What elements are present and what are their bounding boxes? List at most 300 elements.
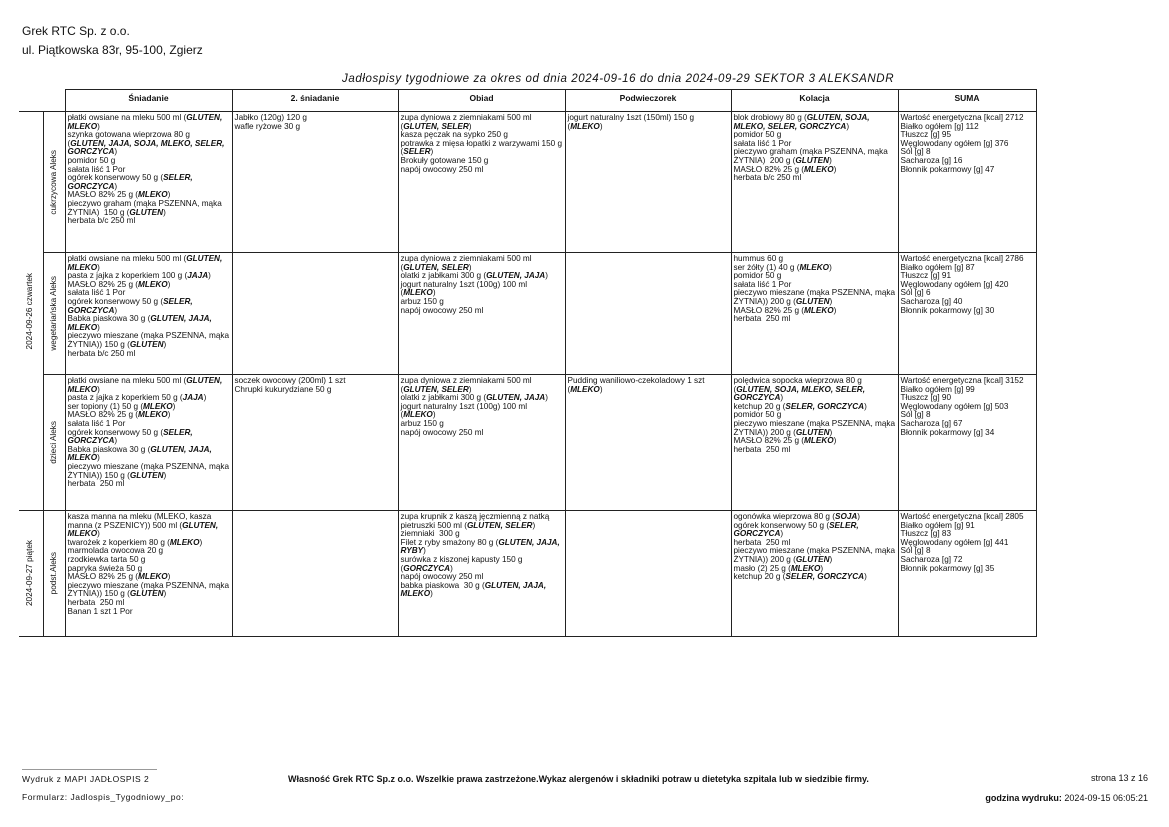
item-suffix: ): [833, 164, 837, 174]
allergen-text: SELER: [403, 147, 431, 157]
allergen-text: MLEKO: [570, 121, 600, 131]
item-text: Wartość energetyczna [kcal] 2786: [900, 254, 1024, 263]
print-time-label: godzina wydruku:: [985, 793, 1062, 803]
item-text: arbuz 150 g: [400, 418, 444, 428]
item-text: Wartość energetyczna [kcal] 2805: [900, 512, 1024, 521]
item-suffix: ): [430, 147, 434, 157]
item-text: ketchup 20 g (: [733, 572, 786, 582]
allergen-text: MLEKO: [138, 190, 168, 200]
meal-cell: [398, 511, 565, 637]
menu-item: [401, 255, 563, 272]
allergen-text: MLEKO: [790, 563, 821, 573]
menu-item: [568, 114, 729, 131]
nutrition-summary-cell: [898, 511, 1036, 637]
column-header: Obiad: [398, 90, 565, 112]
allergen-text: GLUTEN, SELER: [466, 520, 533, 530]
item-suffix: ): [829, 296, 833, 306]
item-text: Banan 1 szt 1 Por: [67, 606, 133, 616]
item-text: Błonnik pokarmowy [g] 30: [900, 305, 995, 315]
allergen-text: GLUTEN, MLEKO: [67, 520, 221, 539]
item-text: Filet z ryby smażony 80 g (: [400, 537, 499, 547]
item-text: Węglowodany ogółem [g] 503: [900, 401, 1009, 411]
item-text: ogórek konserwowy 50 g (: [67, 296, 164, 306]
nutrition-summary-cell: [898, 253, 1036, 375]
menu-item: [401, 513, 563, 530]
diet-cell: [43, 112, 65, 253]
item-text: pieczywo mieszane (mąka PSZENNA, mąka ŻYTNIA)) 200 g (: [733, 546, 898, 564]
meal-cell: [232, 375, 398, 511]
item-text: twarożek z koperkiem 80 g (: [67, 537, 170, 547]
diet-row: [19, 511, 1036, 637]
item-text: potrawka z mięsa łopatki z warzywami 150 g (: [400, 138, 565, 157]
diet-cell: [43, 511, 65, 637]
item-text: olatki z jabłkami 300 g (: [400, 271, 487, 281]
item-text: pieczywo mieszane (mąka PSZENNA, mąka ŻYTNIA)) 150 g (: [67, 331, 232, 349]
menu-item: [68, 608, 230, 617]
menu-item: [68, 217, 230, 226]
item-text: sałata liść 1 Por: [67, 418, 126, 428]
allergen-text: MLEKO: [138, 572, 168, 582]
item-suffix: ): [829, 427, 833, 437]
item-text: herbata 250 ml: [733, 537, 791, 547]
nutrition-summary-cell: [898, 112, 1036, 253]
item-text: ogórek konserwowy 50 g (: [67, 173, 164, 183]
meal-cell: [232, 253, 398, 375]
menu-item: [401, 403, 563, 420]
item-suffix: ): [829, 262, 832, 272]
menu-item: [401, 114, 563, 131]
item-text: Błonnik pokarmowy [g] 47: [900, 164, 995, 174]
item-text: pieczywo mieszane (mąka PSZENNA, mąka ŻYTNIA)) 200 g (: [733, 418, 898, 437]
day-label: 2024-09-27 piątek: [25, 540, 35, 607]
item-suffix: ): [468, 384, 472, 394]
header-blank: [43, 90, 65, 112]
item-text: herbata 250 ml: [733, 314, 791, 324]
item-text: Węglowodany ogółem [g] 441: [900, 537, 1009, 547]
allergen-text: SOJA: [835, 512, 858, 521]
allergen-text: GLUTEN, JAJA: [486, 393, 546, 403]
item-text: Sól [g] 6: [900, 288, 931, 298]
diet-label: wegetariańska Aleks: [48, 276, 58, 351]
item-suffix: ): [203, 393, 207, 403]
item-text: szynka gotowana wieprzowa 80 g (: [67, 130, 193, 148]
item-text: arbuz 150 g: [400, 296, 444, 306]
menu-item: [68, 429, 230, 446]
allergen-text: GLUTEN, MLEKO: [67, 376, 225, 394]
menu-item: [734, 446, 896, 455]
item-text: pieczywo graham (mąka PSZENNA, mąka ŻYTNIA) 150 g (: [67, 198, 225, 217]
item-suffix: ): [864, 572, 867, 582]
allergen-text: MLEKO: [804, 305, 834, 315]
allergen-text: GLUTEN, SELER: [403, 121, 469, 131]
item-suffix: ): [780, 393, 784, 403]
allergen-text: MLEKO: [799, 262, 830, 272]
item-text: Białko ogółem [g] 87: [900, 262, 975, 272]
item-text: Białko ogółem [g] 112: [900, 121, 979, 131]
item-suffix: ): [450, 563, 453, 573]
menu-item: [401, 140, 563, 157]
allergen-text: MLEKO: [804, 436, 834, 446]
allergen-text: GLUTEN, SELER: [403, 384, 469, 394]
meal-cell: [232, 511, 398, 637]
menu-item: [734, 174, 896, 183]
item-text: Wartość energetyczna [kcal] 2712: [900, 113, 1024, 122]
item-suffix: ): [97, 262, 100, 272]
menu-item: [68, 446, 230, 463]
meal-cell: [65, 375, 232, 511]
menu-item: [734, 289, 896, 306]
item-text: Babka piaskowa 30 g (: [67, 314, 151, 324]
item-text: pieczywo mieszane (mąka PSZENNA, mąka ŻYTNIA)) 150 g (: [67, 580, 232, 599]
item-text: sałata liść 1 Por: [733, 138, 792, 148]
allergen-text: GLUTEN, JAJA, MLEKO: [67, 444, 215, 463]
allergen-text: MLEKO: [138, 410, 168, 420]
item-text: Tłuszcz [g] 90: [900, 393, 952, 403]
menu-item: [68, 298, 230, 315]
menu-item: [734, 377, 896, 403]
column-header: 2. śniadanie: [232, 90, 398, 112]
item-suffix: ): [163, 339, 167, 349]
item-suffix: ): [114, 147, 118, 157]
item-suffix: ): [532, 520, 536, 530]
item-text: Babka piaskowa 30 g (: [67, 444, 151, 454]
menu-item: [401, 377, 563, 394]
diet-label: podst.Aleks: [48, 552, 58, 595]
item-text: zupa krupnik z kaszą jęczmienną z natką pietruszki 500 ml (: [400, 512, 552, 530]
item-text: Węglowodany ogółem [g] 420: [900, 279, 1009, 289]
print-time-value: 2024-09-15 06:05:21: [1064, 793, 1148, 803]
item-suffix: ): [468, 121, 472, 131]
item-text: MASŁO 82% 25 g (: [67, 572, 139, 582]
menu-item: [235, 123, 396, 132]
item-text: pomidor 50 g: [733, 130, 782, 140]
allergen-text: MLEKO: [403, 410, 433, 420]
item-text: płatki owsiane na mleku 500 ml (: [67, 254, 187, 263]
item-text: ogórek konserwowy 50 g (: [733, 520, 830, 530]
item-text: napój owocowy 250 ml: [400, 427, 484, 437]
item-suffix: ): [167, 410, 171, 420]
item-text: Sacharoza [g] 67: [900, 418, 963, 428]
item-text: jogurt naturalny 1szt (100g) 100 ml (: [400, 279, 530, 298]
item-suffix: ): [114, 181, 118, 191]
allergen-text: GLUTEN: [795, 155, 830, 165]
item-suffix: ): [163, 207, 166, 217]
item-suffix: ): [172, 401, 176, 411]
item-suffix: ): [545, 393, 548, 403]
print-time: [985, 793, 1148, 803]
item-suffix: ): [97, 322, 100, 332]
allergen-text: SELER, GORCZYCA: [785, 401, 865, 411]
allergen-text: GLUTEN, MLEKO: [67, 254, 225, 272]
item-suffix: ): [97, 384, 100, 394]
allergen-text: GLUTEN, JAJA: [486, 271, 546, 281]
diet-row: [19, 375, 1036, 511]
item-suffix: ): [114, 436, 118, 446]
item-text: herbata 250 ml: [67, 479, 125, 489]
item-text: zupa dyniowa z ziemniakami 500 ml (: [400, 254, 534, 272]
menu-item: [734, 420, 896, 437]
footer-form: Formularz: Jadlospis_Tygodniowy_po:: [22, 792, 185, 802]
column-header: SUMA: [898, 90, 1036, 112]
menu-item: [734, 148, 896, 165]
item-text: kasza manna na mleku (MLEKO, kasza manna (z PSZENICY)) 500 ml (: [67, 512, 214, 530]
meal-cell: [731, 511, 898, 637]
company-name: Grek RTC Sp. z o.o.: [22, 24, 130, 38]
item-text: pasta z jajka z koperkiem 100 g (: [67, 271, 188, 281]
item-text: MASŁO 82% 25 g (: [67, 410, 139, 420]
item-text: Białko ogółem [g] 91: [900, 520, 975, 530]
allergen-text: SELER, GORCZYCA: [67, 427, 195, 446]
item-text: hummus 60 g: [733, 254, 784, 263]
item-text: jogurt naturalny 1szt (150ml) 150 g (: [567, 113, 697, 131]
item-text: pomidor 50 g: [67, 155, 116, 165]
allergen-text: GLUTEN, SOJA, MLEKO, SELER, GORCZYCA: [733, 384, 868, 403]
diet-row: [19, 253, 1036, 375]
item-suffix: ): [167, 572, 171, 582]
diet-label: dzieci Aleks: [48, 421, 58, 464]
item-text: sałata liść 1 Por: [733, 279, 792, 289]
meal-cell: [65, 511, 232, 637]
meal-cell: [232, 112, 398, 253]
item-text: płatki owsiane na mleku 500 ml (: [67, 113, 187, 122]
menu-item: [68, 350, 230, 359]
menu-item: [68, 255, 230, 272]
item-text: kasza pęczak na sypko 250 g: [400, 130, 508, 140]
header-blank: [19, 90, 43, 112]
menu-item: [68, 315, 230, 332]
company-address: ul. Piątkowska 83r, 95-100, Zgierz: [22, 43, 203, 57]
item-suffix: ): [114, 305, 118, 315]
meal-cell: [65, 112, 232, 253]
menu-item: [68, 377, 230, 394]
item-suffix: ): [599, 121, 603, 131]
item-text: pomidor 50 g: [733, 410, 782, 420]
allergen-text: GLUTEN: [129, 589, 164, 599]
item-suffix: ): [423, 546, 426, 556]
page-title: Jadłospisy tygodniowe za okres od dnia 2024-09-16 do dnia 2024-09-29 SEKTOR 3 ALEKSANDR: [342, 73, 895, 85]
nutrition-line: [901, 166, 1034, 175]
day-label: 2024-09-26 czwartek: [25, 272, 35, 350]
item-suffix: ): [846, 121, 850, 131]
allergen-text: SELER, GORCZYCA: [67, 173, 195, 191]
item-text: MASŁO 82% 25 g (: [67, 279, 139, 289]
item-suffix: ): [163, 470, 167, 480]
meal-cell: [398, 375, 565, 511]
item-text: soczek owocowy (200ml) 1 szt: [234, 376, 346, 385]
menu-item: [68, 582, 230, 599]
item-text: MASŁO 82% 25 g (: [733, 305, 805, 315]
allergen-text: GLUTEN: [129, 207, 164, 217]
nutrition-summary-cell: [898, 375, 1036, 511]
menu-item: [734, 573, 896, 582]
menu-item: [401, 429, 563, 438]
item-suffix: ): [864, 401, 867, 411]
item-text: ogórek konserwowy 50 g (: [67, 427, 164, 437]
menu-item: [401, 281, 563, 298]
diet-cell: [43, 253, 65, 375]
item-text: Błonnik pokarmowy [g] 34: [900, 427, 995, 437]
item-suffix: ): [780, 529, 784, 539]
item-text: Pudding waniliowo-czekoladowy 1 szt (: [567, 376, 707, 394]
item-text: ser topiony (1) 50 g (: [67, 401, 144, 411]
item-suffix: ): [97, 453, 100, 463]
item-text: płatki owsiane na mleku 500 ml (: [67, 376, 187, 385]
item-suffix: ): [97, 529, 100, 539]
day-cell: [19, 112, 43, 511]
item-text: sałata liść 1 Por: [67, 164, 126, 174]
column-header: Śniadanie: [65, 90, 232, 112]
menu-item: [401, 539, 563, 556]
item-text: Brokuły gotowane 150 g: [400, 155, 489, 165]
item-text: Sól [g] 8: [900, 410, 931, 420]
diet-row: [19, 112, 1036, 253]
allergen-text: GLUTEN: [795, 427, 830, 437]
item-text: pasta z jajka z koperkiem 50 g (: [67, 393, 183, 403]
item-text: zupa dyniowa z ziemniakami 500 ml (: [400, 376, 534, 394]
item-text: pieczywo mieszane (mąka PSZENNA, mąka ŻYTNIA)) 200 g (: [733, 288, 898, 306]
meal-cell: [565, 511, 731, 637]
column-header: Podwieczorek: [565, 90, 731, 112]
item-suffix: ): [599, 384, 603, 394]
item-text: Tłuszcz [g] 83: [900, 529, 952, 539]
menu-item: [68, 332, 230, 349]
allergen-text: MLEKO: [138, 279, 168, 289]
item-suffix: ): [829, 155, 832, 165]
menu-item: [401, 166, 563, 175]
menu-item: [734, 114, 896, 131]
item-text: Sacharoza [g] 72: [900, 554, 963, 564]
menu-item: [734, 547, 896, 564]
meal-cell: [565, 253, 731, 375]
meal-cell: [565, 112, 731, 253]
item-text: napój owocowy 250 ml: [400, 164, 484, 174]
allergen-text: GLUTEN, JAJA, RYBY: [400, 537, 563, 556]
header-row: [19, 90, 1036, 112]
meal-cell: [398, 253, 565, 375]
allergen-text: SELER, GORCZYCA: [733, 520, 861, 539]
item-text: herbata b/c 250 ml: [67, 216, 136, 226]
footer-software: Wydruk z MAPI JADŁOSPIS 2: [22, 774, 150, 784]
menu-item: [401, 582, 563, 599]
item-text: herbata 250 ml: [733, 444, 791, 454]
meal-cell: [731, 375, 898, 511]
menu-item: [734, 522, 896, 539]
menu-item: [68, 200, 230, 217]
item-suffix: ): [829, 554, 833, 564]
item-text: blok drobiowy 80 g (: [733, 113, 807, 122]
item-text: herbata b/c 250 ml: [733, 173, 802, 183]
meal-cell: [565, 375, 731, 511]
item-text: Jabłko (120g) 120 g: [234, 113, 307, 122]
item-text: pieczywo mieszane (mąka PSZENNA, mąka ŻYTNIA)) 150 g (: [67, 461, 232, 480]
footer-divider: [22, 769, 157, 770]
allergen-text: GLUTEN: [129, 470, 164, 480]
menu-item: [68, 480, 230, 489]
item-text: Tłuszcz [g] 95: [900, 130, 952, 140]
item-suffix: ): [163, 589, 167, 599]
allergen-text: GORCZYCA: [403, 563, 451, 573]
meal-cell: [65, 253, 232, 375]
menu-item: [401, 307, 563, 316]
item-suffix: ): [208, 271, 211, 281]
meal-cell: [731, 112, 898, 253]
allergen-text: SELER, GORCZYCA: [67, 296, 195, 315]
day-cell: [19, 511, 43, 637]
item-text: marmolada owocowa 20 g: [67, 546, 164, 556]
allergen-text: GLUTEN, SELER: [403, 262, 469, 272]
item-text: surówka z kiszonej kapusty 150 g (: [400, 554, 525, 573]
item-suffix: ): [857, 512, 861, 521]
item-suffix: ): [545, 271, 548, 281]
item-text: Błonnik pokarmowy [g] 35: [900, 563, 995, 573]
footer-ownership: Własność Grek RTC Sp.z o.o. Wszelkie prawa zastrzeżone.Wykaz alergenów i składniki potraw u dietetyka szpitala lub w siedzibie firmy.: [288, 774, 869, 784]
item-suffix: ): [468, 262, 472, 272]
nutrition-line: [901, 565, 1034, 574]
allergen-text: JAJA: [187, 271, 209, 281]
item-text: masło (2) 25 g (: [733, 563, 791, 573]
nutrition-line: [901, 307, 1034, 316]
allergen-text: JAJA: [182, 393, 204, 403]
allergen-text: MLEKO: [169, 537, 200, 547]
item-text: Sól [g] 8: [900, 147, 931, 157]
menu-item: [401, 556, 563, 573]
item-text: pieczywo graham (mąka PSZENNA, mąka ŻYTNIA) 200 g (: [733, 147, 891, 165]
allergen-text: SELER, GORCZYCA: [785, 572, 865, 582]
item-text: MASŁO 82% 25 g (: [733, 164, 805, 174]
item-text: Sacharoza [g] 16: [900, 155, 963, 165]
menu-item: [68, 131, 230, 157]
menu-item: [235, 386, 396, 395]
item-suffix: ): [833, 305, 837, 315]
item-text: MASŁO 82% 25 g (: [67, 190, 139, 200]
item-text: MASŁO 82% 25 g (: [733, 436, 805, 446]
item-text: olatki z jabłkami 300 g (: [400, 393, 487, 403]
allergen-text: MLEKO: [403, 288, 433, 298]
nutrition-line: [901, 429, 1034, 438]
item-suffix: ): [97, 121, 100, 131]
allergen-text: MLEKO: [804, 164, 834, 174]
allergen-text: GLUTEN: [795, 554, 830, 564]
item-text: polędwica sopocka wieprzowa 80 g (: [733, 376, 865, 394]
item-text: Białko ogółem [g] 99: [900, 384, 975, 394]
item-text: ketchup 20 g (: [733, 401, 786, 411]
diet-cell: [43, 375, 65, 511]
item-suffix: ): [430, 589, 433, 599]
allergen-text: MLEKO: [143, 401, 173, 411]
item-suffix: ): [167, 190, 171, 200]
item-text: napój owocowy 250 ml: [400, 305, 484, 315]
item-text: jogurt naturalny 1szt (100g) 100 ml (: [400, 401, 530, 420]
menu-item: [568, 377, 729, 394]
item-text: herbata 250 ml: [67, 597, 125, 607]
menu-item: [734, 315, 896, 324]
item-text: ziemniaki 300 g: [400, 529, 460, 539]
allergen-text: GLUTEN, MLEKO: [67, 113, 225, 131]
item-suffix: ): [432, 288, 436, 298]
item-text: babka piaskowa 30 g (: [400, 580, 485, 590]
item-text: Wartość energetyczna [kcal] 3152: [900, 376, 1024, 385]
item-text: Sacharoza [g] 40: [900, 296, 963, 306]
menu-item: [68, 114, 230, 131]
allergen-text: GLUTEN, JAJA, MLEKO: [67, 314, 215, 332]
menu-table: [19, 89, 1037, 637]
menu-item: [68, 513, 230, 539]
item-text: ogonówka wieprzowa 80 g (: [733, 512, 835, 521]
allergen-text: GLUTEN: [129, 339, 164, 349]
item-text: sałata liść 1 Por: [67, 288, 126, 298]
item-text: Chrupki kukurydziane 50 g: [234, 384, 332, 394]
item-suffix: ): [199, 537, 203, 547]
